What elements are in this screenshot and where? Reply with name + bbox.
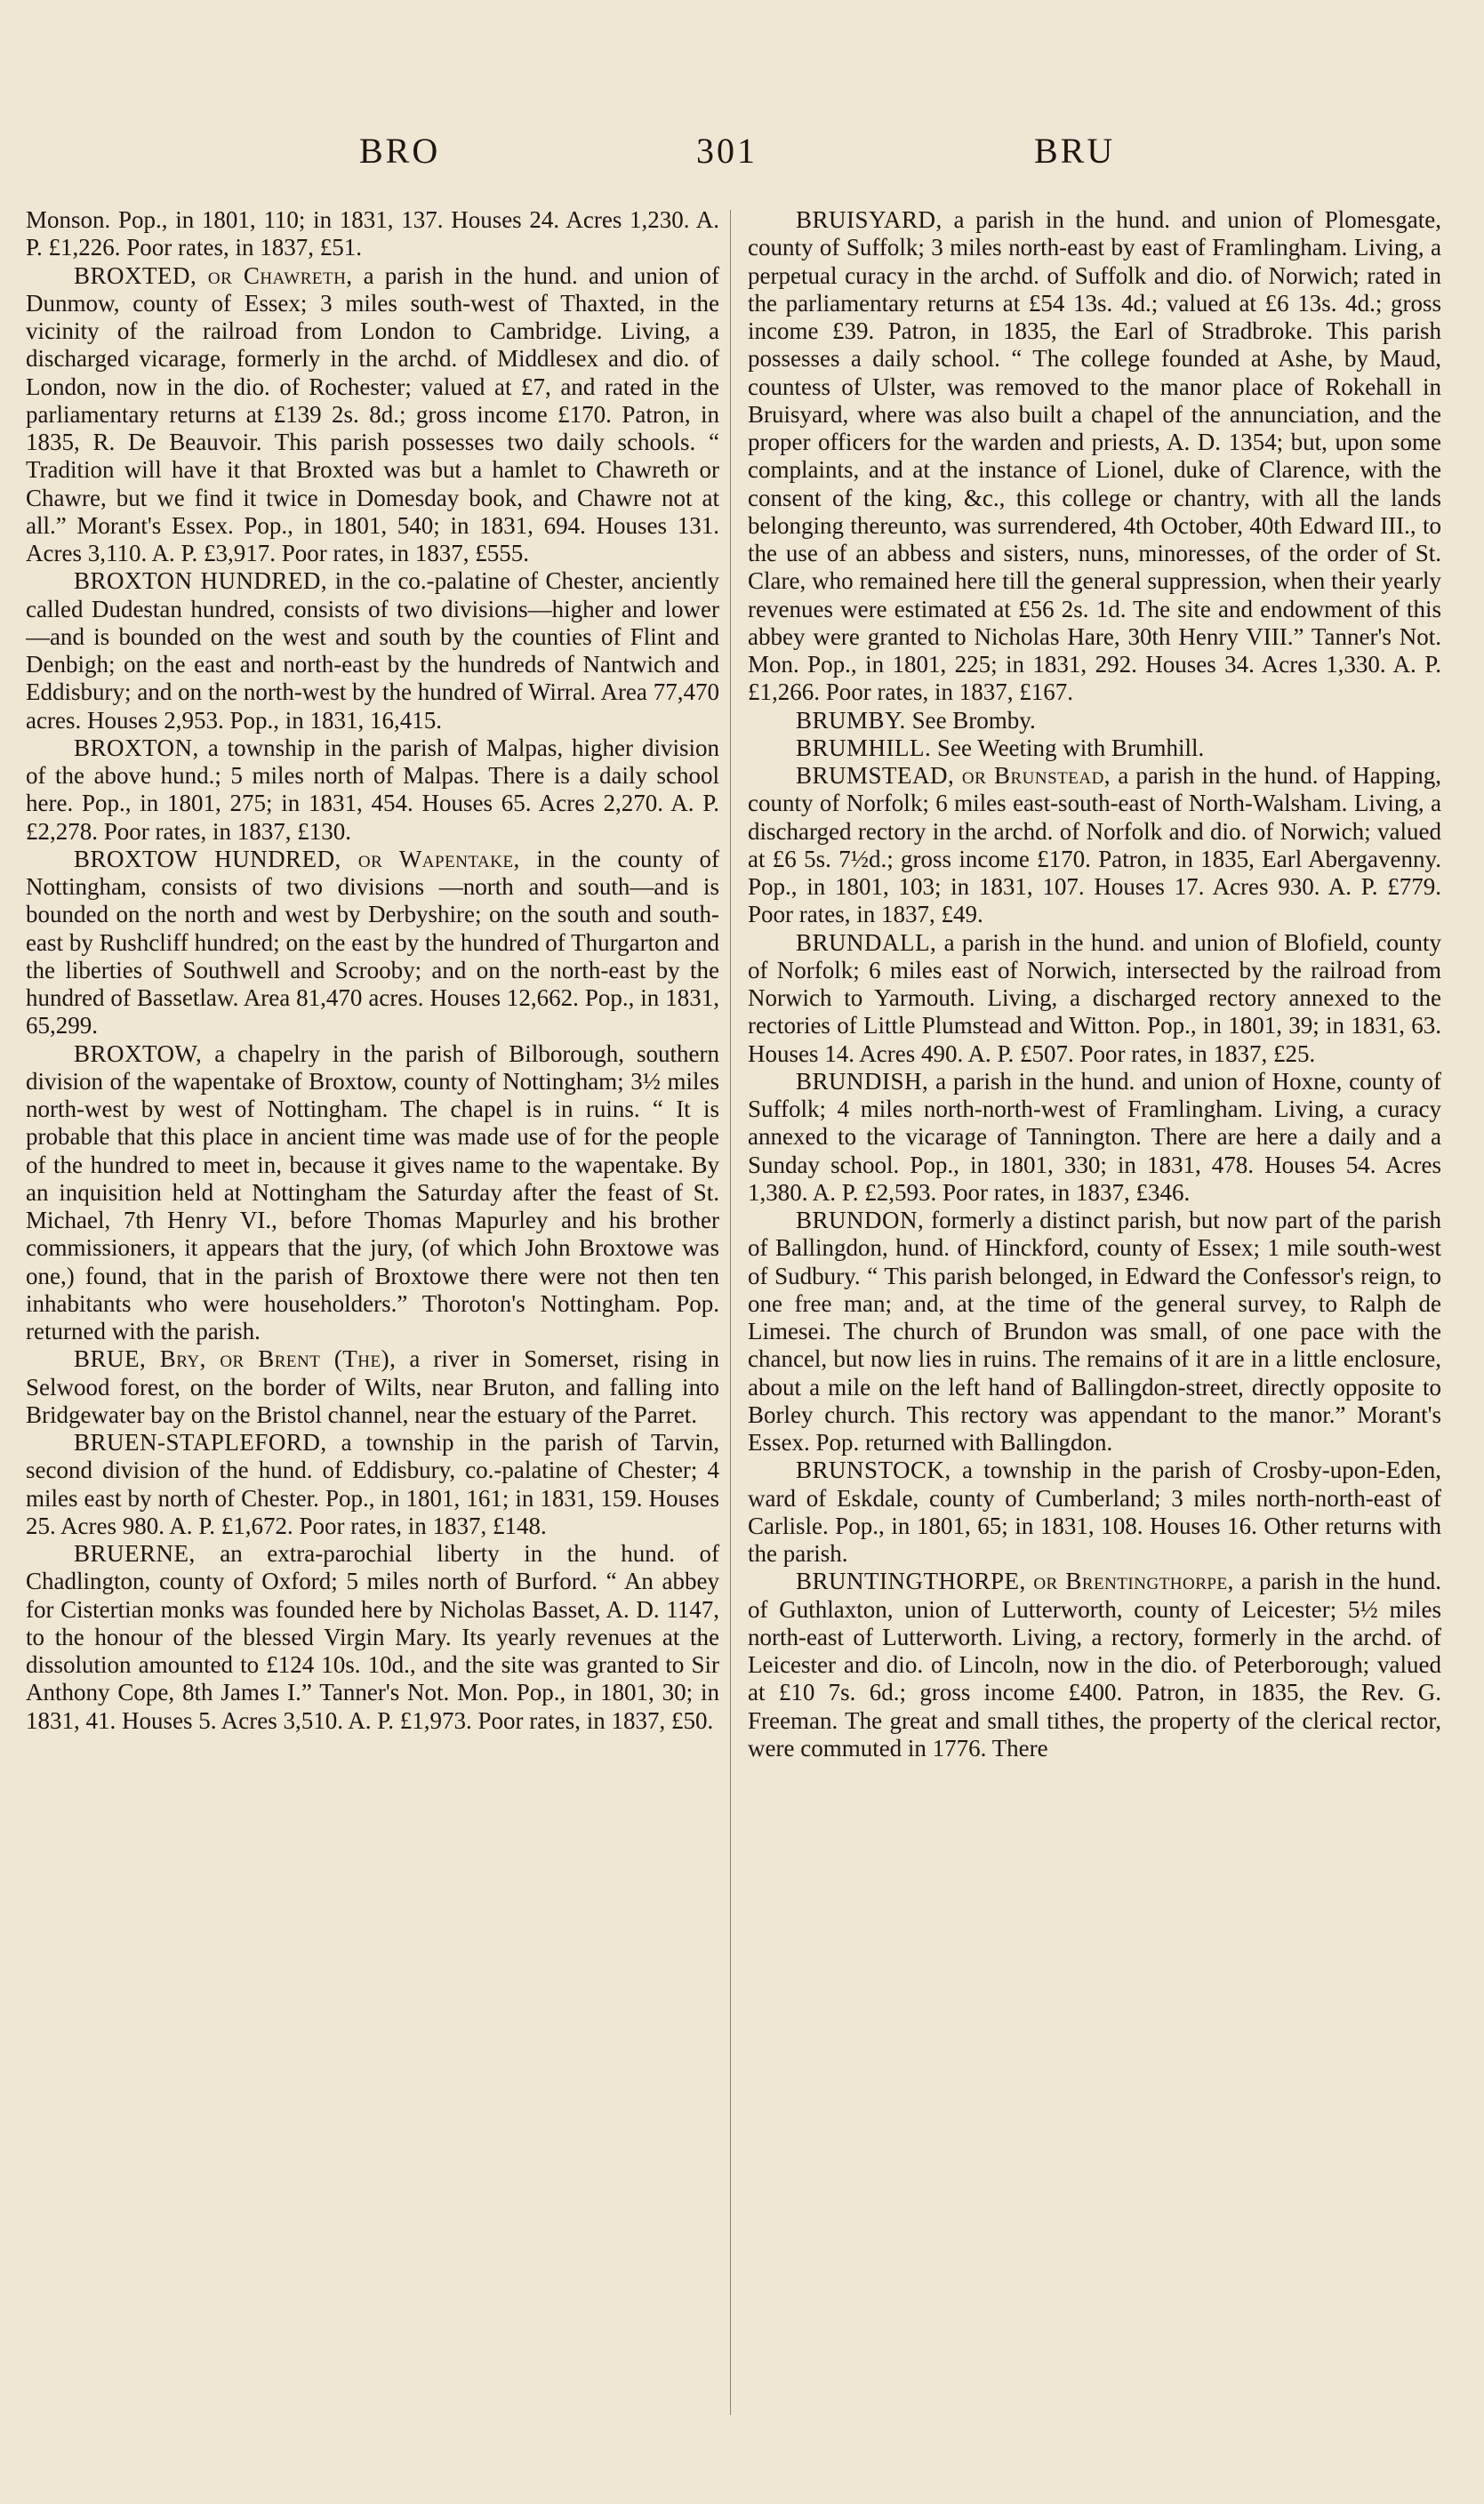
gazetteer-entry [748, 1207, 1441, 1457]
gazetteer-entry [748, 762, 1441, 929]
entry-headword: BROXTON HUNDRED, [74, 567, 328, 595]
entry-text: Monson. Pop., in 1801, 110; in 1831, 137. Houses 24. Acres 1,230. A. P. £1,226. Poor rates, in 1837, £51. [26, 206, 719, 261]
entry-headword: BRUISYARD, [796, 206, 943, 233]
entry-headword: BRUNDALL, [796, 928, 937, 956]
entry-headword: BRUMHILL. [796, 734, 932, 761]
entry-text: an extra-parochial liberty in the hund. of Chadlington, county of Oxford; 5 miles north of Burford. “ An abbey for Cistertian monks was founded here by Nicholas Basset, A. D. 1147, to the honour of the blessed Virgin Mary. Its yearly revenues at the dissolution amounted to £124 10s. 10d., and the site was granted to Sir Anthony Cope, 8th James I.” Tanner's Not. Mon. Pop., in 1801, 30; in 1831, 41. Houses 5. Acres 3,510. A. P. £1,973. Poor rates, in 1837, £50. [26, 1540, 719, 1734]
page-header [0, 130, 1484, 183]
entry-text: a parish in the hund. and union of Hoxne, county of Suffolk; 4 miles north-north-west of Framlingham. Living, a curacy annexed to the vicarage of Tannington. There are here a daily and a Sunday school. Pop., in 1801, 330; in 1831, 478. Houses 54. Acres 1,380. A. P. £2,593. Poor rates, in 1837, £346. [748, 1067, 1441, 1206]
entry-headword: BRUMSTEAD, or Brunstead, [796, 762, 1111, 789]
gazetteer-entry [748, 1568, 1441, 1762]
entry-headword: BROXTOW HUNDRED, or Wapentake, [74, 845, 520, 872]
gazetteer-entry [26, 1040, 719, 1346]
entry-headword: BRUNSTOCK, [796, 1457, 951, 1484]
entry-headword: BRUMBY. [796, 706, 906, 734]
entry-text: a parish in the hund. and union of Dunmow, county of Essex; 3 miles south-west of Thaxted, in the vicinity of the railroad from London to Cambridge. Living, a discharged vicarage, formerly in the archd. of Middlesex and dio. of London, now in the dio. of Rochester; valued at £7, and rated in the parliamentary returns at £139 2s. 8d.; gross income £170. Patron, in 1835, R. De Beauvoir. This parish possesses two daily schools. “ Tradition will have it that Broxted was but a hamlet to Chawreth or Chawre, but we find it twice in Domesday book, and Chawre not at all.” Morant's Essex. Pop., in 1801, 540; in 1831, 694. Houses 131. Acres 3,110. A. P. £3,917. Poor rates, in 1837, £555. [26, 261, 719, 566]
entry-text: a township in the parish of Crosby-upon-Eden, ward of Eskdale, county of Cumberland; 3 miles north-north-east of Carlisle. Pop., in 1801, 65; in 1831, 108. Houses 16. Other returns with the parish. [748, 1457, 1441, 1567]
gazetteer-entry [26, 567, 719, 734]
gazetteer-entry [748, 734, 1441, 762]
left-column [26, 206, 719, 2465]
gazetteer-entry [26, 734, 719, 846]
gazetteer-entry [748, 1457, 1441, 1568]
entry-headword: BRUNDISH, [796, 1067, 929, 1095]
entry-text: a parish in the hund. of Guthlaxton, union of Lutterworth, county of Leicester; 5½ miles north-east of Lutterworth. Living, a rectory, formerly in the archd. of Leicester and dio. of Lincoln, now in the dio. of Peterborough; valued at £10 7s. 6d.; gross income £400. Patron, in 1835, the Rev. G. Freeman. The great and small tithes, the property of the clerical rector, were commuted in 1776. There [748, 1568, 1441, 1762]
entry-headword: BROXTON, [74, 734, 199, 761]
entry-headword: BRUNTINGTHORPE, or Brentingthorpe, [796, 1568, 1234, 1595]
header-right-catchword: BRU [1034, 131, 1116, 171]
gazetteer-entry [26, 846, 719, 1040]
entry-text: a parish in the hund. of Happing, county of Norfolk; 6 miles east-south-east of North-Walsham. Living, a discharged rectory in the archd. of Norfolk and dio. of Norwich; valued at £6 5s. 7½d.; gross income £170. Patron, in 1835, Earl Abergavenny. Pop., in 1801, 103; in 1831, 107. Houses 17. Acres 930. A. P. £779. Poor rates, in 1837, £49. [748, 762, 1441, 928]
entry-text: formerly a distinct parish, but now part of the parish of Ballingdon, hund. of Hinckford, county of Essex; 1 mile south-west of Sudbury. “ This parish belonged, in Edward the Confessor's reign, to one free man; and, at the time of the general survey, to Ralph de Limesei. The church of Brundon was small, of one pace with the chancel, but now lies in ruins. The remains of it are in a little enclosure, about a mile on the left hand of Ballingdon-street, directly opposite to Borley church. This rectory was appendant to the manor.” Morant's Essex. Pop. returned with Ballingdon. [748, 1207, 1441, 1456]
gazetteer-entry [26, 1429, 719, 1540]
gazetteer-entry [26, 206, 719, 262]
entry-text: in the co.-palatine of Chester, anciently called Dudestan hundred, consists of two divisions—higher and lower—and is bounded on the west and south by the counties of Flint and Denbigh; on the east and north-east by the hundreds of Nantwich and Eddisbury; and on the north-west by the hundred of Wirral. Area 77,470 acres. Houses 2,953. Pop., in 1831, 16,415. [26, 567, 719, 734]
entry-headword: BRUERNE, [74, 1540, 196, 1567]
gazetteer-entry [26, 262, 719, 568]
entry-headword: BRUEN-STAPLEFORD, [74, 1429, 327, 1456]
entry-text: a parish in the hund. and union of Blofield, county of Norfolk; 6 miles east of Norwich, intersected by the railroad from Norwich to Yarmouth. Living, a discharged rectory annexed to the rectories of Little Plumstead and Witton. Pop., in 1801, 39; in 1831, 63. Houses 14. Acres 490. A. P. £507. Poor rates, in 1837, £25. [748, 928, 1441, 1067]
gazetteer-entry [748, 206, 1441, 707]
entry-text: a chapelry in the parish of Bilborough, southern division of the wapentake of Broxtow, county of Nottingham; 3½ miles north-west by west of Nottingham. The chapel is in ruins. “ It is probable that this place in ancient time was made use of for the people of the hundred to meet in, because it gives name to the wapentake. By an inquisition held at Nottingham the Saturday after the feast of St. Michael, 7th Henry VI., before Thomas Mapurley and his brother commissioners, it appears that the jury, (of which John Broxtowe was one,) found, that in the parish of Broxtowe there were not then ten inhabitants who were householders.” Thoroton's Nottingham. Pop. returned with the parish. [26, 1039, 719, 1344]
page-number: 301 [696, 131, 758, 171]
entry-headword: BRUNDON, [796, 1207, 925, 1233]
entry-headword: BROXTED, or Chawreth, [74, 261, 353, 289]
entry-text: a township in the parish of Malpas, higher division of the above hund.; 5 miles north of Malpas. There is a daily school here. Pop., in 1801, 275; in 1831, 454. Houses 65. Acres 2,270. A. P. £2,278. Poor rates, in 1837, £130. [26, 734, 719, 845]
gazetteer-entry [748, 707, 1441, 734]
header-left-catchword: BRO [359, 131, 441, 171]
column-divider [730, 210, 731, 2415]
entry-text: a parish in the hund. and union of Plomesgate, county of Suffolk; 3 miles north-east by east of Framlingham. Living, a perpetual curacy in the archd. of Suffolk and dio. of Norwich; rated in the parliamentary returns at £54 13s. 4d.; valued at £6 13s. 4d.; gross income £39. Patron, in 1835, the Earl of Stradbroke. This parish possesses a daily school. “ The college founded at Ashe, by Maud, countess of Ulster, was removed to the manor place of Rokehall in Bruisyard, where was also built a chapel of the annunciation, and the proper officers for the warden and priests, A. D. 1354; but, upon some complaints, and at the instance of Lionel, duke of Clarence, with the consent of the king, &c., this college or chantry, with all the lands belonging thereunto, was surrendered, 4th October, 40th Edward III., to the use of an abbess and sisters, nuns, minoresses, of the order of St. Clare, who remained here till the general suppression, when their yearly revenues were estimated at £56 2s. 1d. The site and endowment of this abbey were granted to Nicholas Hare, 30th Henry VIII.” Tanner's Not. Mon. Pop., in 1801, 225; in 1831, 292. Houses 34. Acres 1,330. A. P. £1,266. Poor rates, in 1837, £167. [748, 206, 1441, 706]
entry-headword: BROXTOW, [74, 1039, 203, 1067]
gazetteer-entry [26, 1540, 719, 1735]
gazetteer-entry [748, 1068, 1441, 1207]
entry-text: a river in Somerset, rising in Selwood forest, on the border of Wilts, near Bruton, and falling into Bridgewater bay on the Bristol channel, near the estuary of the Parret. [26, 1345, 719, 1428]
gazetteer-entry [748, 929, 1441, 1068]
entry-text: a township in the parish of Tarvin, second division of the hund. of Eddisbury, co.-palatine of Chester; 4 miles east by north of Chester. Pop., in 1801, 161; in 1831, 159. Houses 25. Acres 980. A. P. £1,672. Poor rates, in 1837, £148. [26, 1429, 719, 1539]
right-column [748, 206, 1441, 2465]
gazetteer-entry [26, 1345, 719, 1429]
entry-text: See Weeting with Brumhill. [931, 734, 1205, 761]
entry-headword: BRUE, Bry, or Brent (The), [74, 1345, 397, 1373]
entry-text: See Bromby. [905, 706, 1036, 734]
entry-text: in the county of Nottingham, consists of two divisions —north and south—and is bounded on the north and west by Derbyshire; on the south and south-east by Rushcliff hundred; on the east by the hundred of Thurgarton and the liberties of Southwell and Scrooby; and on the north-east by the hundred of Bassetlaw. Area 81,470 acres. Houses 12,662. Pop., in 1831, 65,299. [26, 845, 719, 1039]
